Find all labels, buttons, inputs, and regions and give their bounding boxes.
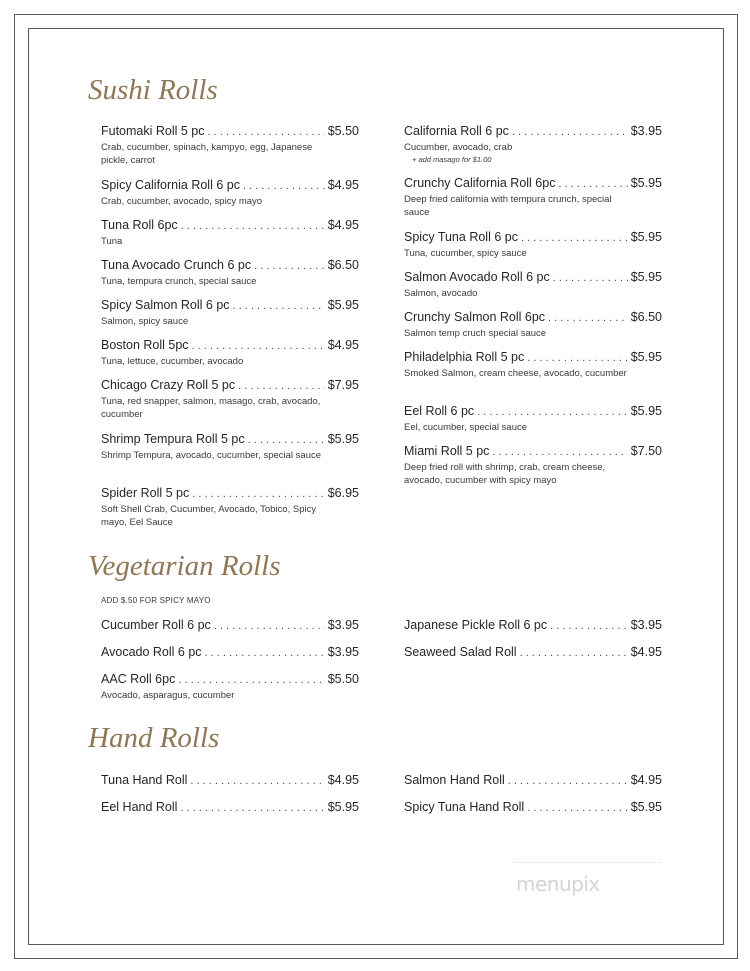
menu-item	[101, 177, 359, 208]
menu-item	[404, 229, 662, 260]
item-name: Chicago Crazy Roll 5 pc	[101, 378, 236, 392]
item-name: Shrimp Tempura Roll 5 pc	[101, 432, 245, 446]
item-name: California Roll 6 pc	[404, 124, 509, 138]
menu-item	[101, 377, 359, 421]
item-price: $4.95	[327, 218, 359, 232]
item-name: Cucumber Roll 6 pc	[101, 618, 211, 632]
menu-item	[101, 617, 359, 634]
item-price: $6.95	[327, 486, 359, 500]
item-price: $5.95	[327, 800, 359, 814]
item-price: $6.50	[630, 310, 662, 324]
item-description: Tuna, lettuce, cucumber, avocado	[101, 356, 244, 367]
item-price: $5.95	[630, 404, 662, 418]
menu-item	[101, 799, 359, 816]
item-description: Tuna	[101, 236, 123, 247]
item-name: Spicy California Roll 6 pc	[101, 178, 240, 192]
item-description: Avocado, asparagus, cucumber	[101, 690, 235, 701]
item-description: Shrimp Tempura, avocado, cucumber, special sauce	[101, 450, 322, 461]
item-addon-note: + add masago for $1.00	[412, 155, 492, 164]
item-name: Spicy Tuna Hand Roll	[404, 800, 525, 814]
item-price: $5.50	[327, 672, 359, 686]
item-price: $5.95	[630, 230, 662, 244]
item-description: Eel, cucumber, special sauce	[404, 422, 528, 433]
item-description: Tuna, cucumber, spicy sauce	[404, 248, 527, 259]
watermark-divider	[512, 862, 662, 863]
item-name: Eel Hand Roll	[101, 800, 178, 814]
item-name: Crunchy California Roll 6pc	[404, 176, 556, 190]
item-name: Salmon Hand Roll	[404, 773, 505, 787]
menu-item	[101, 431, 359, 462]
item-price: $5.95	[630, 270, 662, 284]
item-price: $3.95	[327, 645, 359, 659]
item-name: Salmon Avocado Roll 6 pc	[404, 270, 550, 284]
item-price: $5.50	[327, 124, 359, 138]
menu-item	[404, 175, 662, 219]
item-name: Tuna Avocado Crunch 6 pc	[101, 258, 252, 272]
item-description: Deep fried roll with shrimp, crab, cream cheese, avocado, cucumber with spicy mayo	[404, 462, 606, 486]
menu-item	[404, 269, 662, 300]
item-price: $5.95	[327, 298, 359, 312]
menu-item	[101, 671, 359, 702]
item-name: Avocado Roll 6 pc	[101, 645, 202, 659]
item-name: AAC Roll 6pc	[101, 672, 176, 686]
menu-item	[404, 349, 662, 380]
item-name: Philadelphia Roll 5 pc	[404, 350, 525, 364]
item-price: $7.50	[630, 444, 662, 458]
item-price: $4.95	[327, 773, 359, 787]
item-description: Deep fried california with tempura crunch, special sauce	[404, 194, 612, 218]
item-description: Salmon temp cruch special sauce	[404, 328, 547, 339]
item-price: $6.50	[327, 258, 359, 272]
menu-item	[404, 799, 662, 816]
item-description: Cucumber, avocado, crab	[404, 142, 513, 153]
item-description: Smoked Salmon, cream cheese, avocado, cucumber	[404, 368, 627, 379]
item-price: $5.95	[630, 176, 662, 190]
menu-item	[404, 443, 662, 487]
item-name: Miami Roll 5 pc	[404, 444, 490, 458]
item-name: Crunchy Salmon Roll 6pc	[404, 310, 546, 324]
item-price: $3.95	[630, 124, 662, 138]
item-name: Tuna Hand Roll	[101, 773, 188, 787]
menu-item	[404, 644, 662, 661]
menu-item	[404, 617, 662, 634]
menu-item	[101, 772, 359, 789]
item-name: Spider Roll 5 pc	[101, 486, 190, 500]
watermark: menupix	[516, 872, 600, 896]
item-price: $7.95	[327, 378, 359, 392]
item-description: Tuna, red snapper, salmon, masago, crab, avocado, cucumber	[101, 396, 321, 420]
item-price: $3.95	[630, 618, 662, 632]
menu-item	[404, 123, 662, 164]
item-name: Futomaki Roll 5 pc	[101, 124, 205, 138]
item-price: $3.95	[327, 618, 359, 632]
item-name: Eel Roll 6 pc	[404, 404, 475, 418]
item-price: $5.95	[630, 800, 662, 814]
menu-item	[101, 217, 359, 248]
item-description: Crab, cucumber, spinach, kampyo, egg, Japanese pickle, carrot	[101, 142, 313, 166]
item-price: $5.95	[327, 432, 359, 446]
menu-item	[404, 772, 662, 789]
item-name: Seaweed Salad Roll	[404, 645, 517, 659]
item-name: Tuna Roll 6pc	[101, 218, 178, 232]
item-name: Spicy Tuna Roll 6 pc	[404, 230, 518, 244]
item-name: Spicy Salmon Roll 6 pc	[101, 298, 230, 312]
item-price: $4.95	[630, 773, 662, 787]
menu-item	[404, 403, 662, 434]
item-name: Japanese Pickle Roll 6 pc	[404, 618, 548, 632]
item-price: $5.95	[630, 350, 662, 364]
menu-item	[101, 644, 359, 661]
item-description: Tuna, tempura crunch, special sauce	[101, 276, 257, 287]
section-title-hand-rolls: Hand Rolls	[88, 722, 220, 754]
spicy-mayo-note: ADD $.50 FOR SPICY MAYO	[101, 596, 211, 605]
item-description: Salmon, spicy sauce	[101, 316, 189, 327]
item-description: Salmon, avocado	[404, 288, 478, 299]
menu-item	[101, 123, 359, 167]
menu-item	[404, 309, 662, 340]
item-description: Soft Shell Crab, Cucumber, Avocado, Tobico, Spicy mayo, Eel Sauce	[101, 504, 317, 528]
item-price: $4.95	[630, 645, 662, 659]
section-title-vegetarian-rolls: Vegetarian Rolls	[88, 550, 281, 582]
item-price: $4.95	[327, 178, 359, 192]
section-title-sushi-rolls: Sushi Rolls	[88, 74, 218, 106]
item-price: $4.95	[327, 338, 359, 352]
item-name: Boston Roll 5pc	[101, 338, 189, 352]
menu-item	[101, 337, 359, 368]
menu-item	[101, 297, 359, 328]
menu-item	[101, 485, 359, 529]
item-description: Crab, cucumber, avocado, spicy mayo	[101, 196, 263, 207]
menu-item	[101, 257, 359, 288]
